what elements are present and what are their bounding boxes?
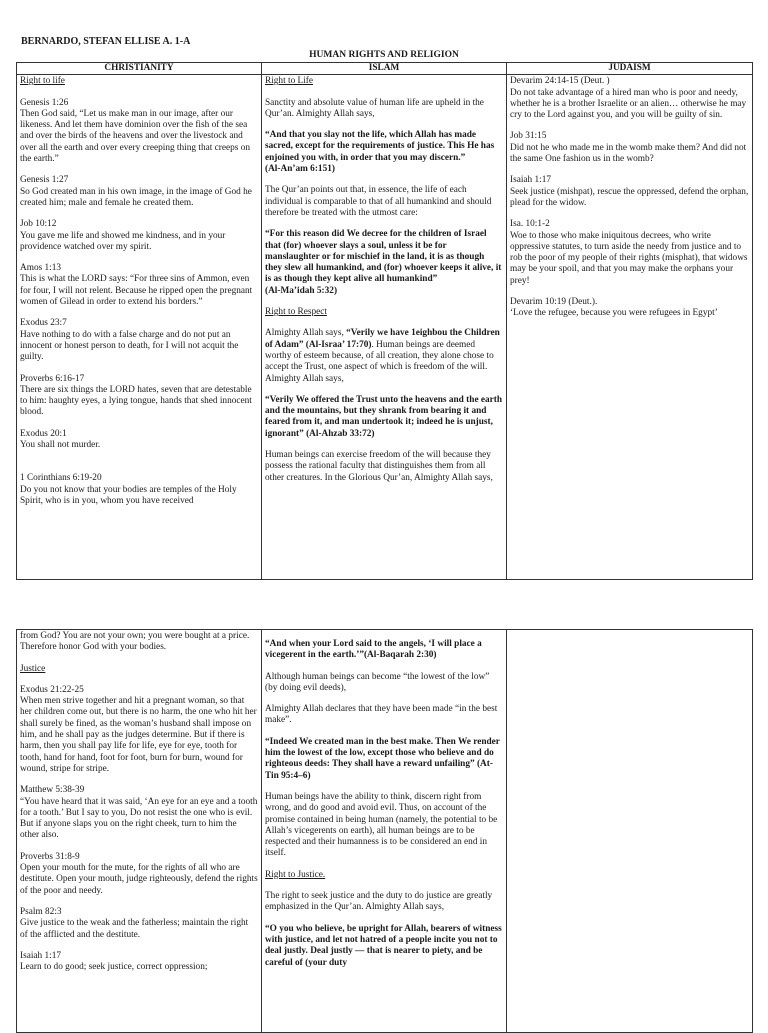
verse-text: There are six things the LORD hates, seven that are detestable to him: haughty eyes, a lying tongue, hands that shed innocent blood. [20,384,252,418]
verse-text: “You have heard that it was said, ‘An eye for an eye and a tooth for a tooth.’ But I say to you, Do not resist the one who is evil. But if anyone slaps you on the right cheek, turn to him the other also. [20,796,258,841]
verse-text: Learn to do good; seek justice, correct oppression; [20,962,208,973]
section-heading-right-to-life: Right to life [20,76,65,87]
verse-ref: Matthew 5:38-39 [20,785,85,796]
body-text: Human beings have the ability to think, discern right from wrong, and do good and avoid evil. Thus, on account of the promise contained in being human (namely, the potential to be Allah’s vicegerents on earth), all human beings are to be respected and their humanness is to be considered an end in itself. [265,791,498,859]
verse-text: So God created man in his own image, in the image of God he created him; male and female he created them. [20,186,252,208]
quran-ref: (Al-Ma’idah 5:32) [265,285,338,296]
verse-text: ‘Love the refugee, because you were refugees in Egypt’ [510,308,718,319]
quran-quote: “Indeed We created man in the best make. Then We render him the lowest of the low, except those who believe and do righteous deeds: They shall have a reward unfailing” (At-Tin 95:4–6) [265,736,500,781]
body-text: The right to seek justice and the duty to do justice are greatly emphasized in the Qur’an. Almighty Allah says, [265,891,493,913]
author-header: BERNARDO, STEFAN ELLISE A. 1-A [21,36,191,47]
verse-text: Then God said, “Let us make man in our image, after our likeness. And let them have dominion over the fish of the sea and over the birds of the heavens and over the livestock and over all the earth and over every creeping thing that creeps on the earth.” [20,108,250,165]
verse-ref: Exodus 21:22-25 [20,684,84,695]
verse-ref: Isaiah 1:17 [510,175,552,186]
verse-text: You gave me life and showed me kindness, and in your providence watched over my spirit. [20,230,226,252]
verse-ref: Devarim 24:14-15 (Deut. ) [510,76,610,87]
column-header-islam: ISLAM [262,63,507,75]
body-text: Almighty Allah declares that they have been made “in the best make”. [265,704,498,726]
body-text: Human beings can exercise freedom of the will because they possess the rational faculty that distinguishes them from all other creatures. In the Glorious Qur’an, Almighty Allah says, [265,450,493,483]
verse-ref: Amos 1:13 [20,263,62,274]
comparison-table-page1 [16,62,753,580]
comparison-table-page2 [16,629,753,1033]
quran-quote: “Verily We offered the Trust unto the heavens and the earth and the mountains, but they shrank from bearing it and feared from it, and man undertook it; indeed he is unjust, ignorant” (Al-Ahzab 33:72) [265,394,503,439]
verse-ref: Job 31:15 [510,131,547,142]
judaism-cell [507,75,753,580]
verse-ref: Proverbs 31:8-9 [20,851,80,862]
islam-cell [262,75,507,580]
verse-ref: Genesis 1:26 [20,97,69,108]
body-text: Although human beings can become “the lowest of the low” (by doing evil deeds), [265,671,490,693]
document-title: HUMAN RIGHTS AND RELIGION [309,50,459,60]
quran-ref: (Al-An’am 6:151) [265,164,335,175]
verse-ref: Psalm 82:3 [20,906,62,917]
column-header-judaism: JUDAISM [507,63,753,75]
verse-text: Seek justice (mishpat), rescue the oppressed, defend the orphan, plead for the widow. [510,186,749,208]
verse-ref: Isa. 10:1-2 [510,219,550,230]
verse-ref: 1 Corinthians 6:19-20 [20,473,102,484]
verse-text: You shall not murder. [20,440,101,451]
verse-ref: Proverbs 6:16-17 [20,373,85,384]
verse-text: Open your mouth for the mute, for the rights of all who are destitute. Open your mouth, judge righteously, defend the rights of the poor and needy. [20,863,258,896]
body-text-cont: . Human beings are deemed worthy of esteem because, of all creation, they alone chose to accept the Trust, one aspect of which is freedom of the will. Almighty Allah says, [265,339,494,384]
quran-quote: “For this reason did We decree for the children of Israel that (for) whoever slays a soul, unless it be for manslaughter or for mischief in the land, it is as though they slew all humankind, and (for) whoever keeps it alive, it is as though they kept alive all humankind” [265,229,502,285]
islam-cell [262,630,507,1033]
verse-text: When men strive together and hit a pregnant woman, so that her children come out, but there is no harm, the one who hit her shall surely be fined, as the woman’s husband shall impose on him, and he shall pay as the judges determine. But if there is harm, then you shall pay life for life, eye for eye, tooth for tooth, hand for hand, foot for foot, burn for burn, wound for wound, stripe for stripe. [20,696,257,774]
christianity-cell [17,630,262,1033]
verse-text: Do you not know that your bodies are temples of the Holy Spirit, who is in you, whom you have received [20,484,237,506]
verse-ref: Job 10:12 [20,219,57,230]
body-text: Sanctity and absolute value of human life are upheld in the Qur’an. Almighty Allah says, [265,97,484,119]
verse-ref: Exodus 20:1 [20,428,67,439]
verse-text: from God? You are not your own; you were bought at a price. Therefore honor God with your bodies. [20,631,250,653]
section-heading-justice: Justice [20,663,46,674]
verse-text: Do not take advantage of a hired man who is poor and needy, whether he is a brother Israelite or an alien… otherwise he may cry to the Lord against you, and you will be guilty of sin. [510,87,747,121]
quran-quote: “And when your Lord said to the angels, ‘I will place a vicegerent in the earth.’”(Al-Baqarah 2:30) [265,639,482,661]
column-header-christianity: CHRISTIANITY [17,63,262,75]
verse-ref: Isaiah 1:17 [20,950,62,961]
verse-ref: Genesis 1:27 [20,175,69,186]
judaism-cell-empty [507,630,753,1033]
section-heading-right-to-justice: Right to Justice. [265,869,326,880]
section-heading-right-to-life: Right to Life [265,76,314,87]
verse-text: This is what the LORD says: “For three sins of Ammon, even for four, I will not relent. Because he ripped open the pregnant women of Gilead in order to extend his borders.” [20,274,253,308]
body-text: The Qur’an points out that, in essence, the life of each individual is comparable to that of all humankind and should therefore be treated with the utmost care: [265,185,492,218]
section-heading-right-to-respect: Right to Respect [265,307,327,318]
body-text-lead: Almighty Allah says, [265,328,347,339]
quran-quote: “O you who believe, be upright for Allah, bearers of witness with justice, and let not hatred of a people incite you not to deal justly. Deal justly — that is nearer to piety, and be careful of (your duty [265,923,502,968]
verse-ref: Devarim 10:19 (Deut.). [510,297,598,308]
christianity-cell [17,75,262,580]
verse-text: Give justice to the weak and the fatherless; maintain the right of the afflicted and the destitute. [20,918,249,940]
body-text [265,328,503,384]
verse-text: Woe to those who make iniquitous decrees, who write oppressive statutes, to turn aside the needy from justice and to rob the poor of my people of their rights (misphat), that widows may be your spoil, and that you may make the orphans your prey! [510,230,748,286]
verse-text: Did not he who made me in the womb make them? And did not the same One fashion us in the womb? [510,142,747,165]
verse-ref: Exodus 23:7 [20,318,67,329]
quran-quote: “And that you slay not the life, which Allah has made sacred, except for the requirements of justice. This He has enjoined you with, in order that you may discern.” [265,130,495,163]
quran-quote-inline: “Verily we have 1eighbou the Children of Adam” (Al-Israa’ 17:70) [265,328,500,350]
verse-text: Have nothing to do with a false charge and do not put an innocent or honest person to death, for I will not acquit the guilty. [20,329,239,363]
